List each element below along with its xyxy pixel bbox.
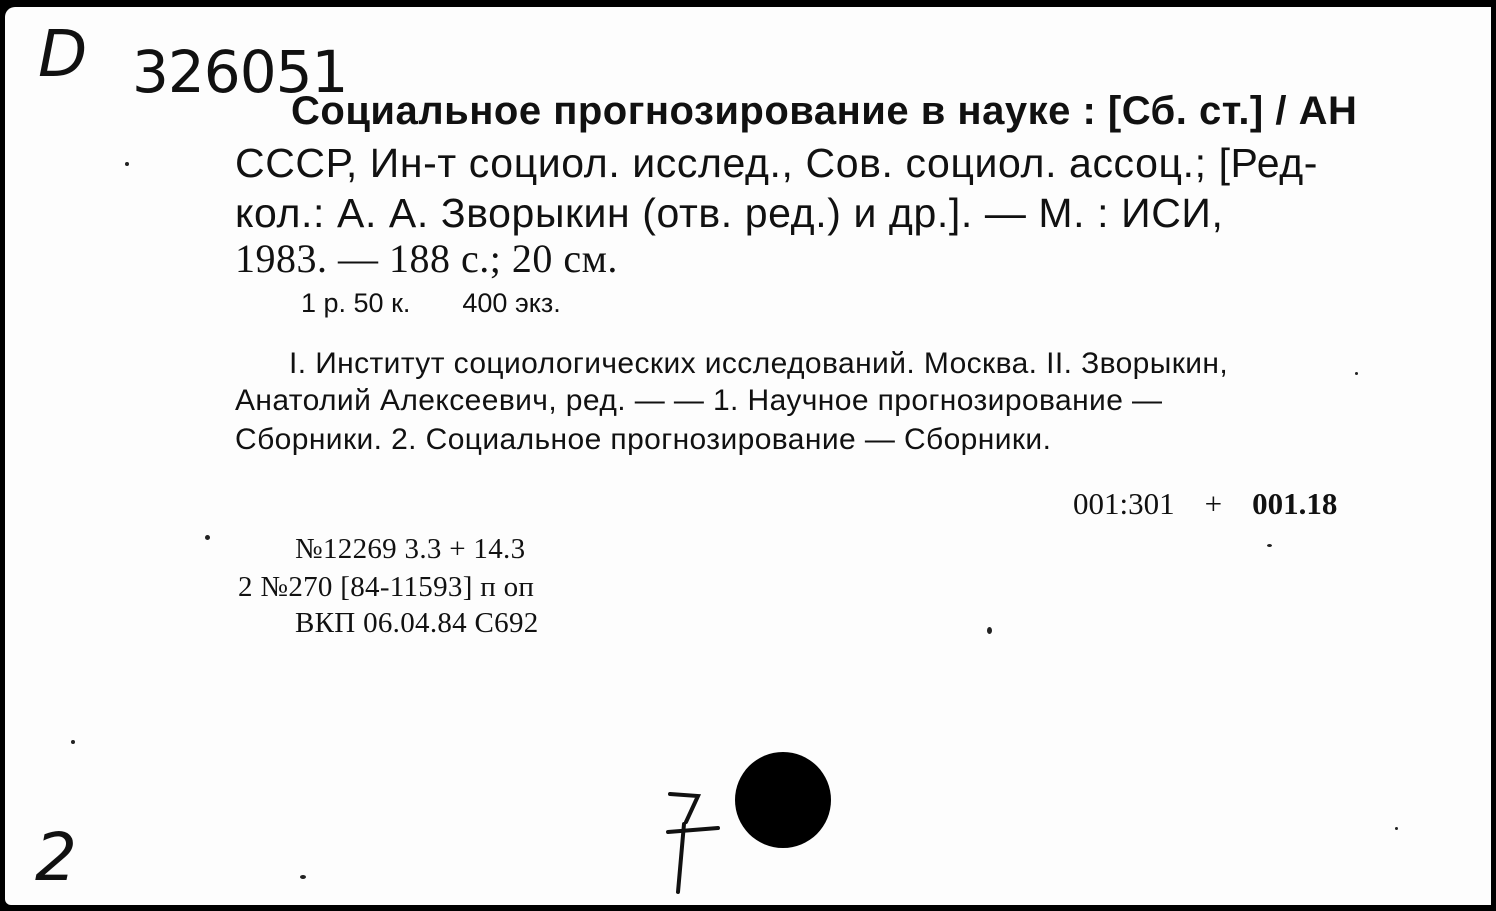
classification	[1073, 488, 1337, 519]
scan-speck	[1395, 827, 1398, 830]
classification-code-1: 001:301	[1073, 486, 1175, 521]
scan-speck	[987, 627, 992, 634]
title-line: Социальное прогнозирование в науке : [Сб. ст.] / АН	[291, 89, 1358, 133]
scan-speck	[1267, 544, 1272, 547]
scan-speck	[205, 535, 210, 540]
classification-code-2: 001.18	[1252, 486, 1338, 521]
shelf-mark-handwritten: D	[38, 18, 88, 92]
tracings-line-3: Сборники. 2. Социальное прогнозирование — Сборники.	[235, 423, 1052, 456]
tracings-line-1: I. Институт социологических исследований. Москва. II. Зворыкин,	[289, 347, 1229, 380]
price: 1 р. 50 к.	[301, 288, 411, 318]
scan-speck	[1355, 372, 1358, 375]
scan-speck	[125, 162, 129, 166]
shelf-number: 326051	[132, 38, 348, 106]
corner-handwritten-number: 2	[35, 819, 77, 896]
scan-speck	[71, 740, 75, 744]
tracings-line-2: Анатолий Алексеевич, ред. — — 1. Научное прогнозирование —	[235, 384, 1163, 417]
handwritten-seven-mark	[660, 782, 730, 897]
copies: 400 экз.	[462, 288, 561, 318]
order-line-3: ВКП 06.04.84 С692	[295, 607, 539, 639]
classification-plus: +	[1204, 486, 1223, 521]
imprint-line: 1983. — 188 с.; 20 см.	[235, 236, 618, 281]
scan-speck	[300, 875, 306, 879]
responsibility-line-2: кол.: А. А. Зворыкин (отв. ред.) и др.]. — М. : ИСИ,	[235, 190, 1224, 236]
order-line-1: №12269 3.3 + 14.3	[295, 533, 526, 565]
punch-hole	[735, 752, 831, 848]
responsibility-line-1: СССР, Ин-т социол. исслед., Сов. социол. ассоц.; [Ред-	[235, 140, 1318, 186]
price-line	[301, 290, 561, 317]
catalog-card	[5, 7, 1491, 905]
order-line-2: 2 №270 [84-11593] п оп	[238, 571, 535, 603]
